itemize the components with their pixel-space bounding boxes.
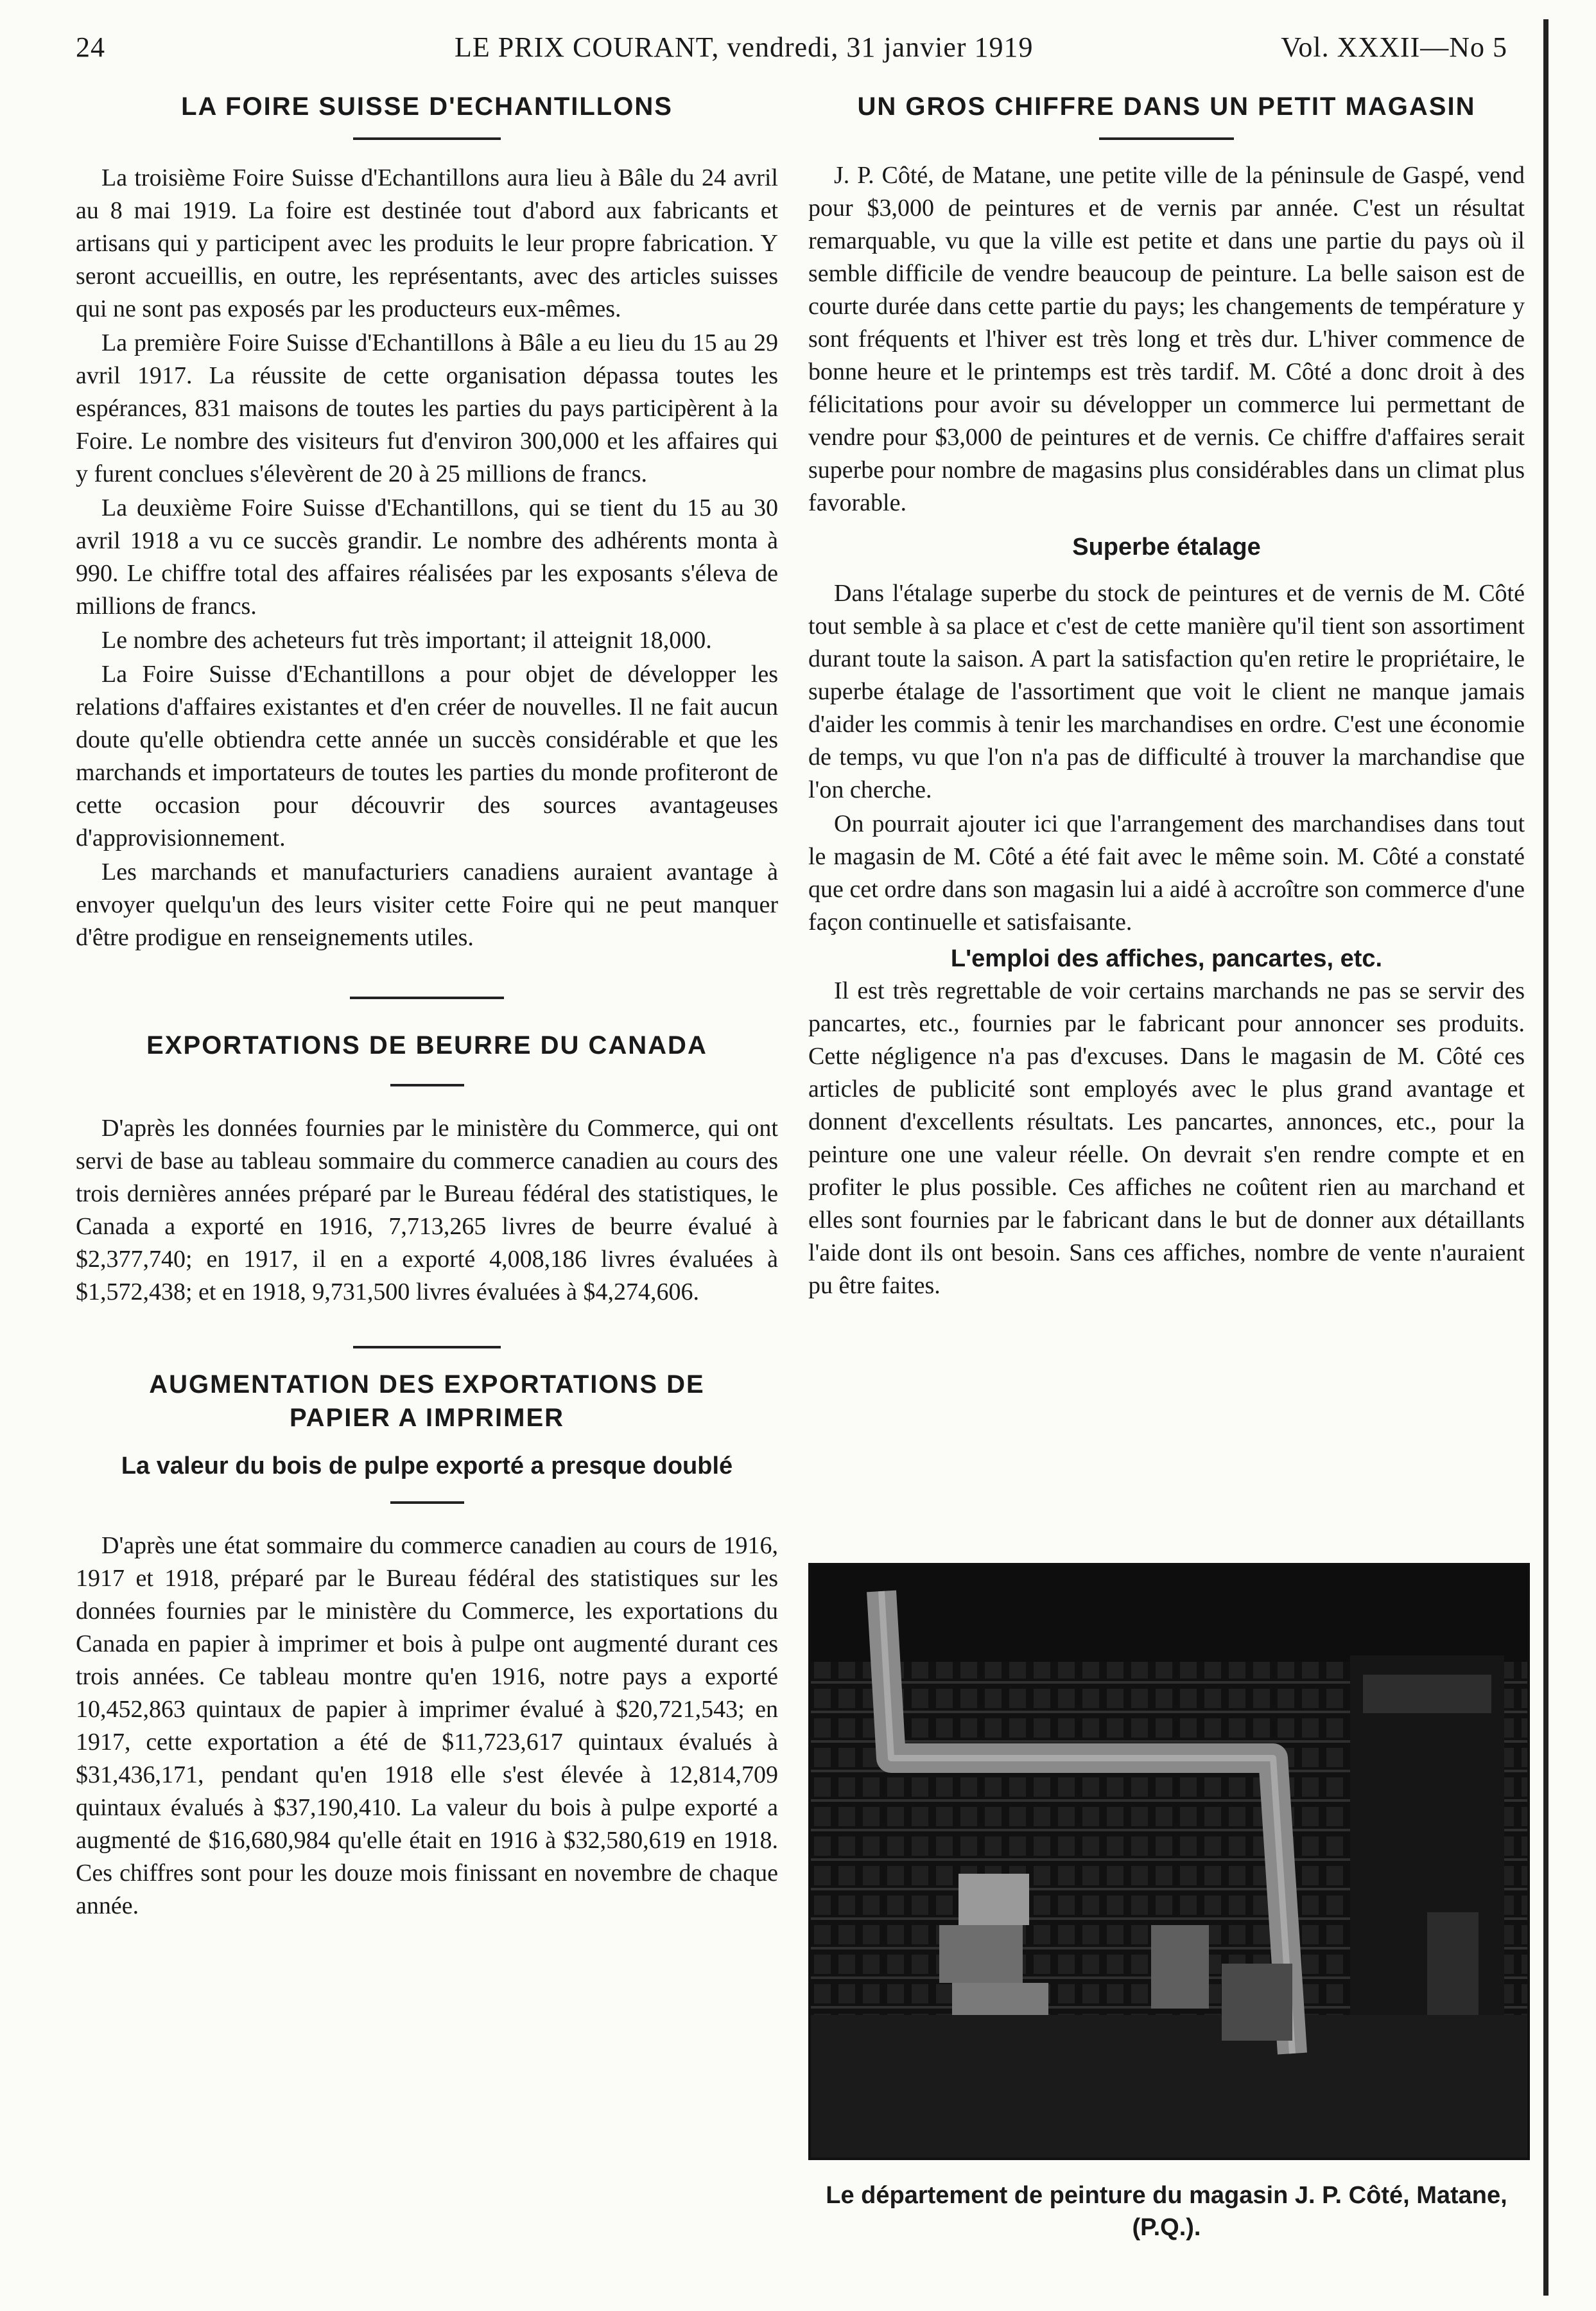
separator [353,1346,501,1348]
article-title-papier-line2: PAPIER A IMPRIMER [289,1404,565,1432]
article-title-foire: LA FOIRE SUISSE D'ECHANTILLONS [181,92,673,121]
separator [390,1501,464,1504]
article-title-beurre: EXPORTATIONS DE BEURRE DU CANADA [146,1031,707,1060]
separator [350,997,504,999]
etalage-paragraph: On pourrait ajouter ici que l'arrangement des marchandises dans tout le magasin de M. Côté a été fait avec le même soin. M. Côté a constaté que cet ordre dans son magasin lui a aidé à accroître son commerce d'une façon continuelle et satisfaisante. [808,810,1525,936]
papier-paragraph: D'après une état sommaire du commerce canadien au cours de 1916, 1917 et 1918, préparé par le Bureau fédéral des statistiques sur les données fournies par le ministère du Commerce, les exportations du Canada en papier à imprimer et bois à pulpe ont augmenté durant ces trois années. Ce tableau montre qu'en 1916, notre pays a exporté 10,452,863 quintaux de papier à imprimer évalué à $20,721,543; en 1917, cette exportation a été de $11,723,617 quintaux évalués à $31,436,171, pendant qu'en 1918 elle s'est élevée à 12,814,709 quintaux évalués à $37,190,410. La valeur du bois à pulpe exporté a augmenté de $16,680,984 qu'elle était en 1916 à $32,580,619 en 1918. Ces chiffres sont pour les douze mois finissant en novembre de chaque année. [76,1532,778,1919]
section-title-etalage: Superbe étalage [1072,534,1261,561]
foire-paragraph: Les marchands et manufacturiers canadiens auraient avantage à envoyer quelqu'un des leurs visiter cette Foire qui ne peut manquer d'être prodigue en renseignements utiles. [76,859,778,951]
page-number: 24 [76,31,105,63]
article-title-papier-line1: AUGMENTATION DES EXPORTATIONS DE [149,1370,705,1399]
section-title-affiches: L'emploi des affiches, pancartes, etc. [950,945,1383,972]
foire-paragraph: Le nombre des acheteurs fut très important; il atteignit 18,000. [101,627,712,654]
article-title-magasin: UN GROS CHIFFRE DANS UN PETIT MAGASIN [857,92,1476,121]
separator [390,1084,464,1086]
photo-caption: Le département de peinture du magasin J. P. Côté, Matane, (P.Q.). [826,2182,1507,2241]
etalage-paragraph: Dans l'étalage superbe du stock de peintures et de vernis de M. Côté tout semble à sa place et c'est de cette manière qu'il tient son assortiment durant toute la saison. A part la satisfaction qu'en retire le propriétaire, le superbe étalage de l'assortiment que voit le client ne manque jamais d'aider les commis à tenir les marchandises en ordre. C'est une économie de temps, vu que l'on n'a pas de difficulté à trouver la marchandise que l'on cherche. [808,580,1525,803]
masthead-title: LE PRIX COURANT, vendredi, 31 janvier 1919 [455,31,1034,63]
magasin-paragraph: J. P. Côté, de Matane, une petite ville de la péninsule de Gaspé, vend pour $3,000 de peintures et de vernis par année. C'est un résultat remarquable, vu que la ville est petite et dans une partie du pays où il semble difficile de vendre beaucoup de peinture. La belle saison est de courte durée dans cette partie du pays; les changements de température y sont fréquents et l'hiver est très long et très dur. L'hiver commence de bonne heure et le printemps est très tardif. M. Côté a donc droit à des félicitations pour avoir su développer un commerce lui permettant de vendre pour $3,000 de peintures et de vernis. Ce chiffre d'affaires serait superbe pour nombre de magasins plus considérables dans un climat plus favorable. [808,162,1525,516]
article-subtitle-papier: La valeur du bois de pulpe exporté a presque doublé [121,1452,733,1479]
foire-paragraph: La première Foire Suisse d'Echantillons à Bâle a eu lieu du 15 au 29 avril 1917. La réussite de cette organisation dépassa toutes les espérances, 831 maisons de toutes les parties du pays participèrent à la Foire. Le nombre des visiteurs fut d'environ 300,000 et les affaires qui y furent conclues s'élevèrent de 20 à 25 millions de francs. [76,329,778,487]
beurre-paragraph: D'après les données fournies par le ministère du Commerce, qui ont servi de base au tableau sommaire du commerce canadien au cours des trois dernières années préparé par le Bureau fédéral des statistiques, le Canada a exporté en 1916, 7,713,265 livres de beurre évalué à $2,377,740; en 1917, il en a exporté 4,008,186 livres évaluées à $1,572,438; et en 1918, 9,731,500 livres évaluées à $4,274,606. [76,1115,778,1305]
paint-department-image [811,1565,1527,2158]
volume-number: Vol. XXXII—No 5 [1281,31,1507,63]
store-photo [808,1563,1530,2160]
foire-paragraph: La deuxième Foire Suisse d'Echantillons, qui se tient du 15 au 30 avril 1918 a vu ce succès grandir. Le nombre des adhérents monta à 990. Le chiffre total des affaires réalisées par les exposants s'éleva de millions de francs. [76,494,778,620]
foire-paragraph: La Foire Suisse d'Echantillons a pour objet de développer les relations d'affaires existantes et d'en créer de nouvelles. Il ne fait aucun doute qu'elle obtiendra cette année un succès considérable et que les marchands et importateurs de toutes les parties du monde profiteront de cette occasion pour découvrir des sources avantageuses d'approvisionnement. [76,661,778,851]
right-column [808,90,1525,1302]
affiches-paragraph: Il est très regrettable de voir certains marchands ne pas se servir des pancartes, etc., fournies par le fabricant pour annoncer ses produits. Cette négligence n'a pas d'excuses. Dans le magasin de M. Côté ces articles de publicité sont employés avec le plus grand avantage et donnent d'excellents résultats. Les pancartes, annonces, etc., pour la peinture one une valeur réelle. On devrait s'en rendre compte et en profiter le plus possible. Ces affiches ne coûtent rien au marchand et elles sont fournies par le fabricant dans le but de donner aux détaillants l'aide dont ils ont besoin. Sans ces affiches, nombre de vente n'auraient pu être faites. [808,977,1525,1299]
page-header [76,26,1507,71]
separator [1099,137,1234,140]
left-column [76,90,778,1923]
right-margin-rule [1543,19,1548,2296]
foire-paragraph: La troisième Foire Suisse d'Echantillons aura lieu à Bâle du 24 avril au 8 mai 1919. La foire est destinée tout d'abord aux fabricants et artisans qui y participent avec les produits le leur propre fabrication. Y seront accueillis, en outre, les représentants, avec des articles suisses qui ne sont pas exposés par les producteurs eux-mêmes. [76,164,778,322]
separator [353,137,501,140]
